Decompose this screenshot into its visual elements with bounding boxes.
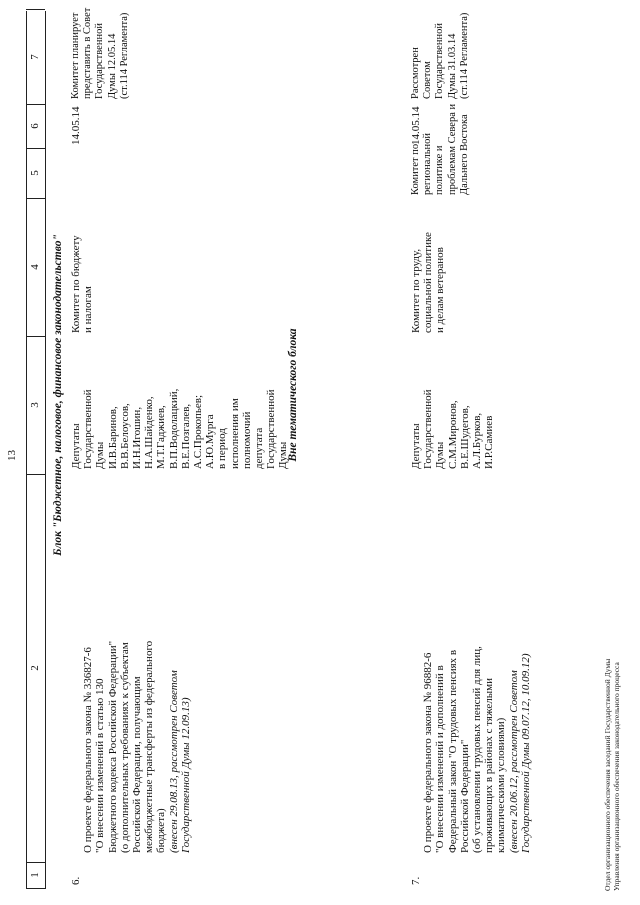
- column-header-1: 1: [26, 862, 45, 889]
- column-header-2: 2: [26, 474, 45, 863]
- date: 14.05.14: [410, 106, 422, 145]
- section-title-outside: Вне тематического блока: [287, 328, 299, 462]
- bill-note: (внесен 20.06.12, рассмотрен Советом Государственной Думы 09.07.12, 10.09.12): [507, 653, 532, 853]
- row-number: 6.: [70, 876, 82, 885]
- column-header-7: 7: [26, 9, 45, 105]
- column-header-5: 5: [26, 148, 45, 199]
- co-committee: Комитет по региональной политике и проблемам Севера и Дальнего Востока: [410, 103, 470, 195]
- row-number: 7.: [410, 876, 422, 885]
- responsible-committee: Комитет по труду, социальной политике и делам ветеранов: [410, 232, 447, 333]
- responsible-committee: Комитет по бюджету и налогам: [70, 235, 95, 333]
- page-number: 13: [6, 450, 18, 461]
- column-header-4: 4: [26, 198, 45, 337]
- row-title: [70, 483, 204, 853]
- section-title-budget: Блок "Бюджетное, налоговое, финансовое законодательство": [52, 234, 64, 556]
- status-text: Рассмотрен Советом Государственной Думы 31.03.14 (ст.114 Регламента): [410, 12, 470, 99]
- status-text: Комитет планирует представить в Совет Государственной Думы 12.05.14 (ст.114 Регламента): [70, 7, 130, 99]
- bill-title: О проекте федерального закона № 96882-6 "О внесении изменений и дополнений в Федеральный закон "О трудовых пенсиях в Российской Федерации" (об установлении трудовых пенсий для лиц, проживающих в районах с тяжелыми климатическими условиями): [422, 646, 508, 853]
- bill-title: О проекте федерального закона № 336827-6 "О внесении изменений в статью 130 Бюджетного кодекса Российской Федерации" (о дополнительных требованиях к субъектам Российской Федерации, получающим межбюджетные трансферты из федерального бюджета): [82, 640, 168, 853]
- initiators: Депутаты Государственной Думы И.В.Баринов, В.В.Белоусов, И.Н.Игошин, Н.А.Шайденко, М.Т.Гаджиев, В.П.Водолацкий, В.Е.Позгалев, А.С.Прокопьев; А.Ю.Мурга в период исполнения им полномочий депутата Государственной Думы: [70, 388, 290, 469]
- column-header-3: 3: [26, 336, 45, 475]
- footer-line: Отдел организационного обеспечения заседаний Государственной Думы: [603, 658, 612, 891]
- footer-line: Управления организационного обеспечения законодательного процесса: [612, 662, 621, 891]
- table-header-bottom-rule: [45, 11, 46, 889]
- page-footer: [603, 471, 621, 891]
- bill-note: (внесен 29.08.13, рассмотрен Советом Государственной Думы 12.09.13): [167, 670, 192, 853]
- row-title: [410, 483, 544, 853]
- date: 14.05.14: [70, 106, 82, 145]
- initiators: Депутаты Государственной Думы С.М.Миронов, В.Е.Шудегов, А.Л.Бурков, И.Р.Самиев: [410, 389, 496, 469]
- column-header-6: 6: [26, 104, 45, 149]
